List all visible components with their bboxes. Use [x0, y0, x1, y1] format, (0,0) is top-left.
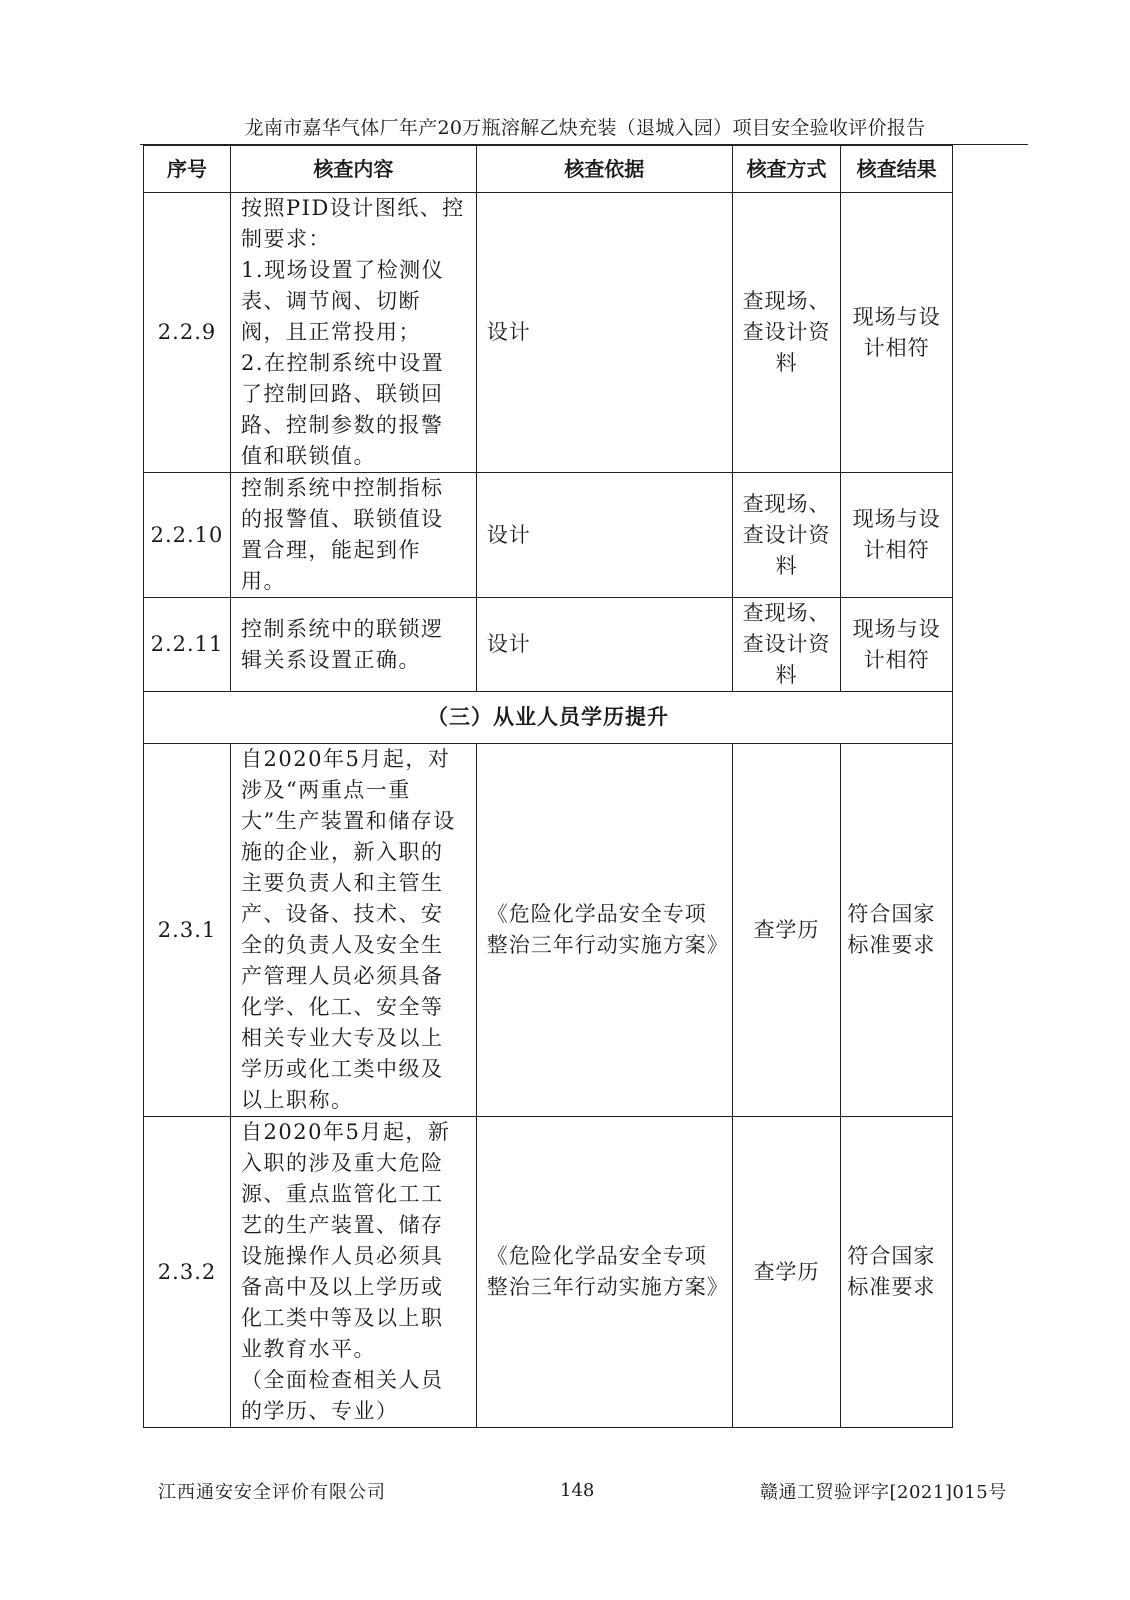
row-basis: 设计 — [476, 193, 732, 473]
row-method: 查现场、查设计资料 — [732, 473, 841, 598]
row-seq: 2.2.9 — [144, 193, 231, 473]
row-seq: 2.2.11 — [144, 598, 231, 692]
row-method: 查学历 — [732, 744, 841, 1117]
row-seq: 2.2.10 — [144, 473, 231, 598]
row-result: 现场与设计相符 — [841, 473, 953, 598]
row-basis: 设计 — [476, 598, 732, 692]
row-result: 符合国家标准要求 — [841, 1117, 953, 1428]
table-row — [144, 598, 953, 692]
col-header-seq: 序号 — [144, 146, 231, 193]
row-seq: 2.3.1 — [144, 744, 231, 1117]
footer-company: 江西通安安全评价有限公司 — [158, 1482, 386, 1503]
row-result: 现场与设计相符 — [841, 193, 953, 473]
col-header-content: 核查内容 — [231, 146, 477, 193]
row-basis: 《危险化学品安全专项整治三年行动实施方案》 — [476, 744, 732, 1117]
check-table — [143, 145, 953, 1428]
row-method: 查现场、查设计资料 — [732, 193, 841, 473]
row-content: 控制系统中控制指标的报警值、联锁值设置合理，能起到作用。 — [231, 473, 477, 598]
row-content: 自2020年5月起，对涉及“两重点一重大”生产装置和储存设施的企业，新入职的主要负责人和主管生产、设备、技术、安全的负责人及安全生产管理人员必须具备化学、化工、安全等相关专业大专及以上学历或化工类中级及以上职称。 — [231, 744, 477, 1117]
table-row — [144, 193, 953, 473]
section-row — [144, 692, 953, 744]
table-row — [144, 1117, 953, 1428]
row-basis: 《危险化学品安全专项整治三年行动实施方案》 — [476, 1117, 732, 1428]
col-header-method: 核查方式 — [732, 146, 841, 193]
report-title: 龙南市嘉华气体厂年产20万瓶溶解乙炔充装（退城入园）项目安全验收评价报告 — [244, 117, 926, 139]
row-content: 按照PID设计图纸、控制要求： 1.现场设置了检测仪表、调节阀、切断阀，且正常投用； 2.在控制系统中设置了控制回路、联锁回路、控制参数的报警值和联锁值。 — [231, 193, 477, 473]
row-content: 控制系统中的联锁逻辑关系设置正确。 — [231, 598, 477, 692]
row-content: 自2020年5月起，新入职的涉及重大危险源、重点监管化工工艺的生产装置、储存设施操作人员必须具备高中及以上学历或化工类中等及以上职业教育水平。 （全面检查相关人员的学历、专业） — [231, 1117, 477, 1428]
row-result: 符合国家标准要求 — [841, 744, 953, 1117]
col-header-basis: 核查依据 — [476, 146, 732, 193]
row-method: 查现场、查设计资料 — [732, 598, 841, 692]
row-method: 查学历 — [732, 1117, 841, 1428]
footer-doc-number: 赣通工贸验评字[2021]015号 — [760, 1482, 1007, 1503]
row-basis: 设计 — [476, 473, 732, 598]
row-result: 现场与设计相符 — [841, 598, 953, 692]
table-row — [144, 744, 953, 1117]
footer-page-number: 148 — [560, 1480, 595, 1501]
table-header-row — [144, 146, 953, 193]
table-row — [144, 473, 953, 598]
row-seq: 2.3.2 — [144, 1117, 231, 1428]
col-header-result: 核查结果 — [841, 146, 953, 193]
section-title: （三）从业人员学历提升 — [144, 692, 953, 744]
